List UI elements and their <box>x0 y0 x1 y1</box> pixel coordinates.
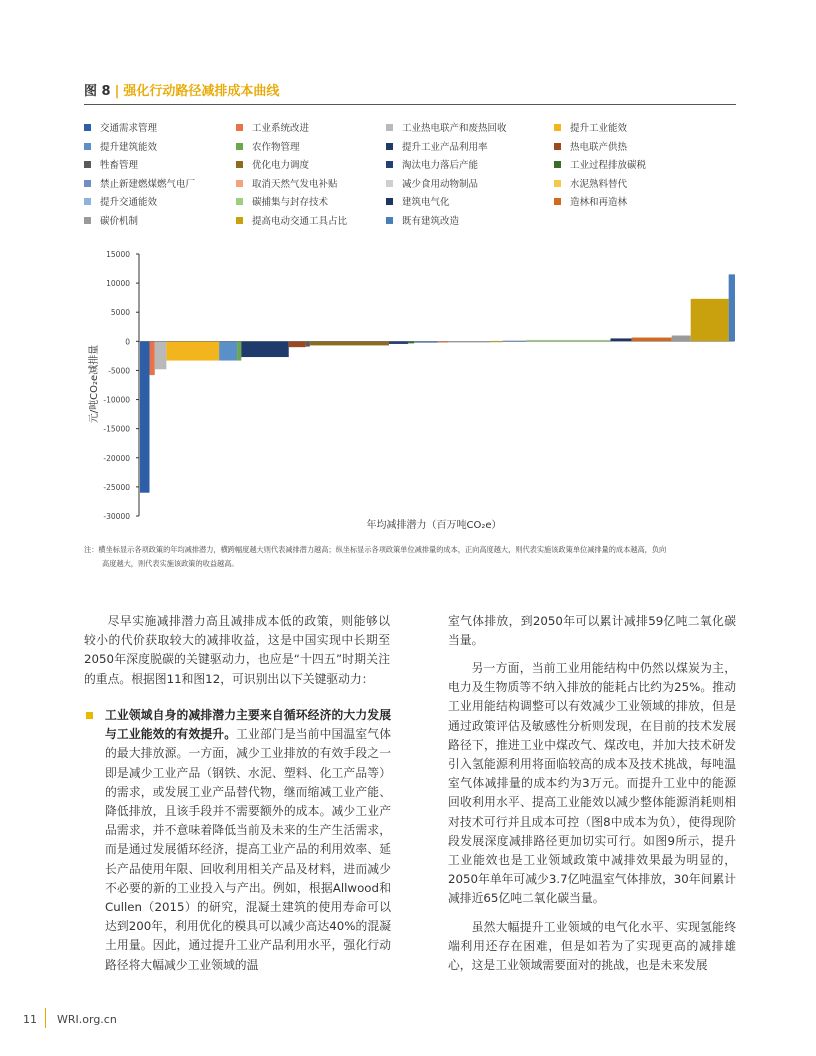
legend-label: 建筑电气化 <box>402 197 450 208</box>
legend-label: 交通需求管理 <box>100 123 158 134</box>
legend-item <box>386 179 478 191</box>
legend-swatch <box>236 124 243 131</box>
legend-item <box>236 160 309 172</box>
bar <box>149 341 154 375</box>
figure-title <box>84 80 279 99</box>
bullet-body-text: 工业部门是当前中国温室气体的最大排放源。一方面，减少工业排放的有效手段之一即是减少工业产品（钢铁、水泥、塑料、化工产品等）的需求，或发展工业产品替代物，继而缩减工业产能、降低排放，且该手段并不需要额外的成本。减少工业产品需求，并不意味着降低当前及未来的生产生活需求，而是通过发展循环经济，提高工业产品的利用效率、延长产品使用年限、回收利用相关产品及材料，进而减少不必要的新的工业投入与产出。例如，根据Allwood和Cullen（2015）的研究，混凝土建筑的使用寿命可以达到200年，利用优化的模具可以减少高达40%的混凝土用量。因此，通过提升工业产品利用水平，强化行动路径将大幅减少工业领域的温 <box>105 727 391 972</box>
legend-label: 碳捕集与封存技术 <box>252 197 329 208</box>
legend-label: 提升工业能效 <box>570 123 628 134</box>
bar <box>611 338 632 341</box>
bar <box>155 341 167 369</box>
legend-label: 提升建筑能效 <box>100 141 158 153</box>
legend-swatch <box>386 217 393 224</box>
bar <box>289 341 306 347</box>
legend-item <box>84 123 157 135</box>
legend-item <box>386 142 488 154</box>
legend-swatch <box>386 180 393 187</box>
left-bullet-paragraph <box>105 706 391 975</box>
legend-swatch <box>236 161 243 168</box>
y-tick-label: 10000 <box>106 279 130 289</box>
left-paragraph-1: 尽早实施减排潜力高且减排成本低的政策，则能够以较小的代价获取较大的减排收益，这是中国实现中长期至2050年深度脱碳的关键驱动力，也应是“十四五”时期关注的重点。根据图11和图12，可识别出以下关键驱动力： <box>84 614 390 686</box>
footer-divider <box>45 1008 46 1028</box>
legend-item <box>84 160 138 172</box>
legend-swatch <box>236 217 243 224</box>
y-tick-label: -10000 <box>103 395 130 405</box>
bar <box>389 341 408 344</box>
bar <box>632 338 672 342</box>
chart-note <box>84 543 744 571</box>
legend-swatch <box>386 198 393 205</box>
y-tick-label: -20000 <box>103 453 130 463</box>
note-line-1: 注：横坐标显示各项政策的年均减排潜力，横跨幅度越大则代表减排潜力越高；纵坐标显示各项政策单位减排量的成本，正向高度越大，则代表实施该政策单位减排量的成本越高，负向 <box>84 545 667 554</box>
y-axis-label: 元/吨CO₂e减排量 <box>89 344 100 424</box>
legend-item <box>386 197 450 209</box>
note-line-2: 高度越大，则代表实施该政策的收益越高。 <box>102 559 239 568</box>
legend-item <box>386 160 478 172</box>
bar <box>306 341 310 346</box>
figure-title-text: 强化行动路径减排成本曲线 <box>123 84 280 99</box>
legend-label: 工业过程排放碳税 <box>570 160 647 171</box>
bullet-bold-text: 工业领域自身的减排潜力主要来自循环经济的大力发展与工业能效的有效提升。 <box>105 708 391 742</box>
legend-swatch <box>386 143 393 150</box>
bar <box>672 336 691 342</box>
y-tick-label: -25000 <box>103 482 130 492</box>
legend-item <box>554 142 627 154</box>
bar <box>166 341 219 360</box>
legend-label: 优化电力调度 <box>252 160 310 171</box>
legend-swatch <box>554 124 561 131</box>
legend-swatch <box>84 143 91 150</box>
legend-swatch <box>84 198 91 205</box>
legend-item <box>554 160 646 172</box>
legend-label: 减少食用动物制品 <box>402 178 479 190</box>
legend-item <box>386 216 459 228</box>
figure-separator: | <box>114 84 120 99</box>
legend-label: 取消天然气发电补贴 <box>252 178 338 190</box>
legend-item <box>236 197 328 209</box>
bar <box>219 341 237 360</box>
y-tick-label: -15000 <box>103 424 130 434</box>
legend-label: 工业热电联产和废热回收 <box>402 123 507 134</box>
legend-item <box>84 179 195 191</box>
legend-swatch <box>84 180 91 187</box>
legend-swatch <box>554 180 561 187</box>
legend-swatch <box>236 180 243 187</box>
right-paragraph-3: 虽然大幅提升工业领域的电气化水平、实现氢能终端利用还存在困难，但是如若为了实现更高的减排雄心，这是工业领域需要面对的挑战，也是未来发展 <box>448 920 736 973</box>
figure-number: 图 8 <box>84 84 111 99</box>
legend-item <box>554 123 627 135</box>
legend-swatch <box>236 198 243 205</box>
legend-label: 碳价机制 <box>100 215 139 227</box>
legend-swatch <box>84 124 91 131</box>
title-divider <box>84 104 736 105</box>
legend-label: 提高电动交通工具占比 <box>252 215 348 227</box>
y-tick-label: -5000 <box>108 366 130 376</box>
bullet-marker <box>86 712 93 719</box>
site-link[interactable]: WRI.org.cn <box>57 1013 117 1026</box>
legend-swatch <box>386 161 393 168</box>
legend-item <box>554 179 627 191</box>
legend-label: 提升工业产品利用率 <box>402 141 488 153</box>
legend-label: 造林和再造林 <box>570 197 628 208</box>
legend-swatch <box>554 161 561 168</box>
bar <box>691 299 729 342</box>
right-paragraph-2: 另一方面，当前工业用能结构中仍然以煤炭为主，电力及生物质等不纳入排放的能耗占比约为25%。推动工业用能结构调整可以有效减少工业领域的排放，但是通过政策评估及敏感性分析则发现，在目前的技术发展路径下，推进工业中煤改气、煤改电，并加大技术研发引入氢能源利用将面临较高的成本及技术挑战，每吨温室气体减排量的成本约为3万元。而提升工业中的能源回收利用水平、提高工业能效以减少整体能源消耗则相对技术可行并且成本可控（图8中成本为负），使得现阶段发展深度减排路径更加切实可行。如图9所示，提升工业能效也是工业领域政策中减排效果最为明显的，2050年单年可减少3.7亿吨温室气体排放，30年间累计减排近65亿吨二氧化碳当量。 <box>448 661 736 906</box>
legend-label: 提升交通能效 <box>100 197 158 208</box>
legend-item <box>386 123 507 135</box>
bar <box>140 341 149 492</box>
y-tick-label: 0 <box>125 337 130 347</box>
legend-label: 既有建筑改造 <box>402 215 460 227</box>
bar <box>408 341 414 343</box>
legend-swatch <box>236 143 243 150</box>
y-tick-label: 5000 <box>110 308 130 318</box>
y-tick-label: -30000 <box>103 512 130 521</box>
legend-swatch <box>554 198 561 205</box>
legend-item <box>236 123 309 135</box>
legend-item <box>554 197 627 209</box>
legend-label: 热电联产供热 <box>570 141 628 153</box>
legend-label: 工业系统改进 <box>252 123 310 134</box>
legend-item <box>84 142 157 154</box>
bar <box>310 341 389 345</box>
legend-label: 牲畜管理 <box>100 160 139 171</box>
bar <box>241 341 288 357</box>
legend-label: 淘汰电力落后产能 <box>402 160 479 171</box>
legend-swatch <box>84 161 91 168</box>
page-number: 11 <box>23 1013 37 1026</box>
legend-item <box>236 179 338 191</box>
legend-swatch <box>386 124 393 131</box>
legend-swatch <box>554 143 561 150</box>
legend-label: 水泥熟料替代 <box>570 178 628 190</box>
abatement-cost-chart <box>84 244 744 536</box>
y-tick-label: 15000 <box>106 250 130 259</box>
x-axis-label: 年均减排潜力（百万吨CO₂e） <box>366 520 502 531</box>
legend-item <box>84 197 157 209</box>
bar <box>729 274 735 341</box>
right-paragraph-1: 室气体排放，到2050年可以累计减排59亿吨二氧化碳当量。 <box>448 614 736 648</box>
legend-item <box>236 216 347 228</box>
legend-item <box>84 216 138 228</box>
legend-label: 禁止新建燃煤燃气电厂 <box>100 178 196 190</box>
legend-label: 农作物管理 <box>252 141 300 153</box>
legend-swatch <box>84 217 91 224</box>
legend-item <box>236 142 300 154</box>
bar <box>237 341 241 360</box>
